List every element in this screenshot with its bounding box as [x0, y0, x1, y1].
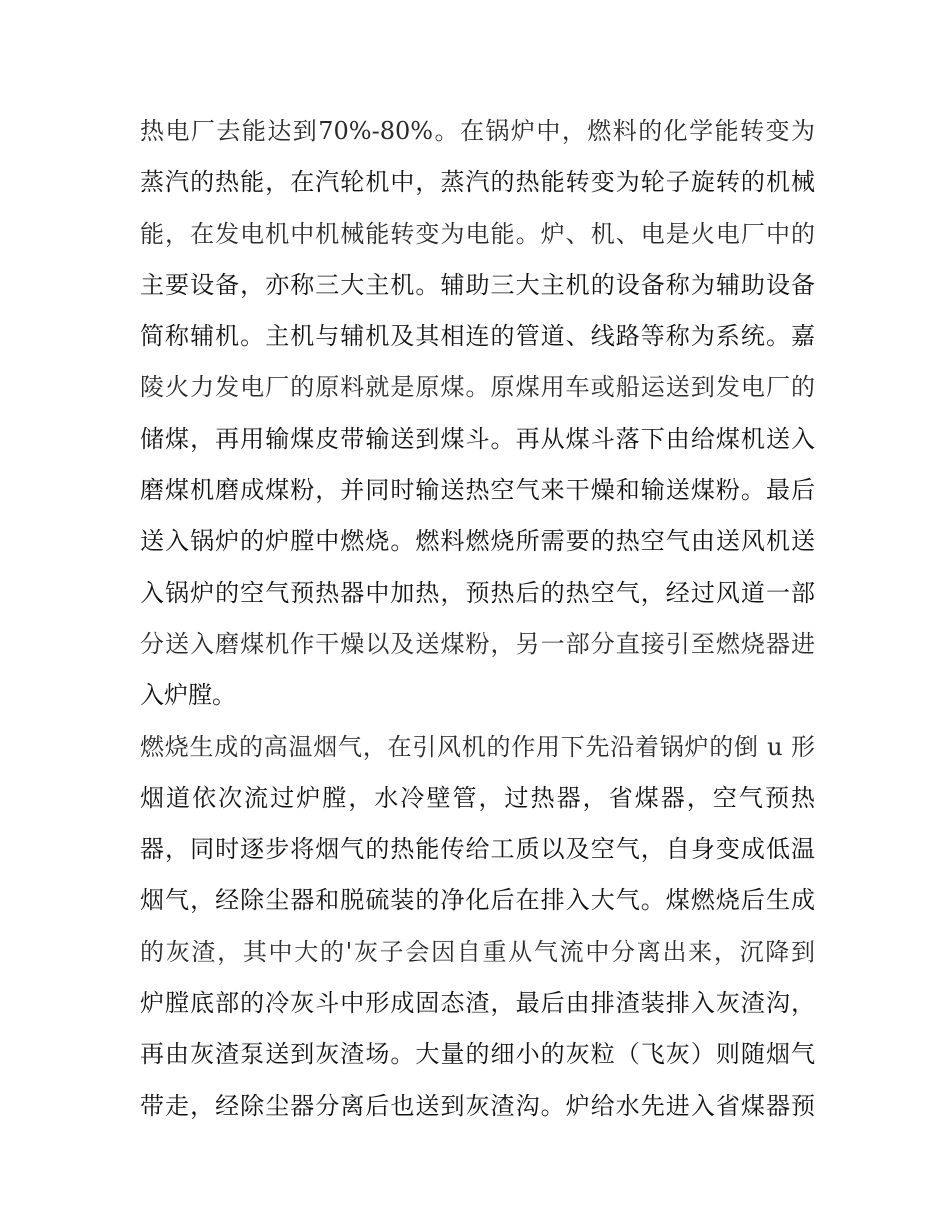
text-line: 简称辅机。主机与辅机及其相连的管道、线路等称为系统。嘉 — [140, 322, 815, 351]
text-line: 分送入磨煤机作干燥以及送煤粉，另一部分直接引至燃烧器进 — [140, 629, 815, 658]
text-line: 烟气，经除尘器和脱硫装的净化后在排入大气。煤燃烧后生成 — [140, 886, 815, 915]
text-line: 带走，经除尘器分离后也送到灰渣沟。炉给水先进入省煤器预 — [140, 1091, 815, 1120]
document-body — [140, 106, 815, 1132]
text-line: 器，同时逐步将烟气的热能传给工质以及空气，自身变成低温 — [140, 835, 815, 864]
text-line: 热电厂去能达到70%-80%。在锅炉中，燃料的化学能转变为 — [140, 117, 815, 145]
text-line: 主要设备，亦称三大主机。辅助三大主机的设备称为辅助设备 — [140, 270, 815, 299]
text-line: 蒸汽的热能，在汽轮机中，蒸汽的热能转变为轮子旋转的机械 — [140, 168, 815, 197]
text-line: 再由灰渣泵送到灰渣场。大量的细小的灰粒（飞灰）则随烟气 — [140, 1040, 815, 1069]
text-line: 的灰渣，其中大的'灰子会因自重从气流中分离出来，沉降到 — [140, 937, 815, 966]
text-line: 入炉膛。 — [140, 681, 236, 710]
text-line: 炉膛底部的冷灰斗中形成固态渣，最后由排渣装排入灰渣沟， — [140, 989, 815, 1018]
text-line: 燃烧生成的高温烟气，在引风机的作用下先沿着锅炉的倒 u 形 — [140, 732, 815, 761]
text-line: 储煤，再用输煤皮带输送到煤斗。再从煤斗落下由给煤机送入 — [140, 424, 815, 453]
text-line: 陵火力发电厂的原料就是原煤。原煤用车或船运送到发电厂的 — [140, 373, 815, 402]
text-line: 磨煤机磨成煤粉，并同时输送热空气来干燥和输送煤粉。最后 — [140, 476, 815, 505]
text-line: 入锅炉的空气预热器中加热，预热后的热空气，经过风道一部 — [140, 578, 815, 607]
text-line: 烟道依次流过炉膛，水冷壁管，过热器，省煤器，空气预热 — [140, 783, 815, 812]
text-line: 能，在发电机中机械能转变为电能。炉、机、电是火电厂中的 — [140, 219, 815, 248]
text-line: 送入锅炉的炉膛中燃烧。燃料燃烧所需要的热空气由送风机送 — [140, 527, 815, 556]
